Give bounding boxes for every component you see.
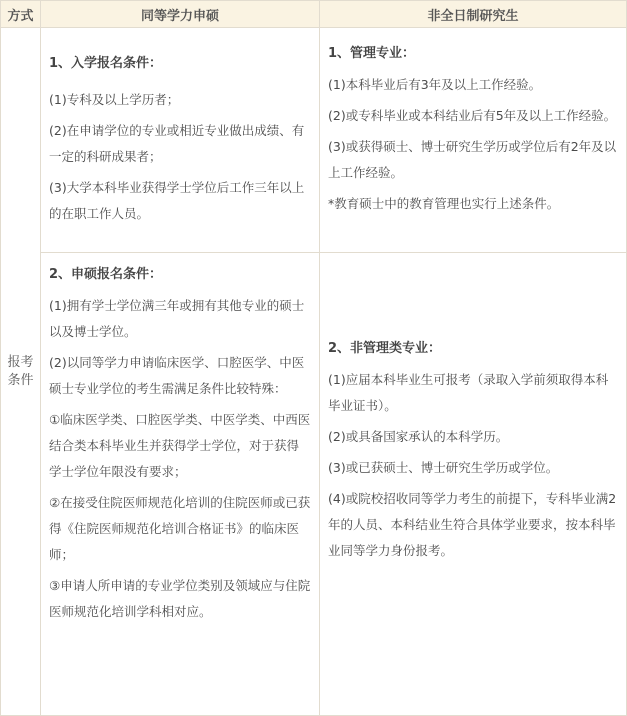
- right-top-item: (1)本科毕业后有3年及以上工作经验。: [328, 77, 542, 92]
- left-bottom-item: (1)拥有学士学位满三年或拥有其他专业的硕士以及博士学位。: [49, 298, 305, 339]
- left-top-cell: [41, 28, 320, 253]
- header-row: [1, 1, 627, 28]
- left-top-item: (1)专科及以上学历者；: [49, 92, 180, 107]
- header-part-time-grad: 非全日制研究生: [320, 1, 627, 28]
- left-bottom-item: (2)以同等学力申请临床医学、口腔医学、中医硕士专业学位的考生需满足条件比较特殊：: [49, 355, 305, 396]
- method-label: 报考 条件: [7, 354, 34, 388]
- left-top-item: (3)大学本科毕业获得学士学位后工作三年以上的在职工作人员。: [49, 180, 305, 221]
- header-equivalent-degree: 同等学力申硕: [41, 1, 320, 28]
- right-top-note: *教育硕士中的教育管理也实行上述条件。: [328, 196, 560, 211]
- right-bottom-item: (2)或具备国家承认的本科学历。: [328, 429, 509, 444]
- left-bottom-item: ③申请人所申请的专业学位类别及领域应与住院医师规范化培训学科相对应。: [49, 578, 311, 619]
- right-bottom-item: (4)或院校招收同等学力考生的前提下，专科毕业满2年的人员、本科结业生符合具体学业要求，按本科毕业同等学力身份报考。: [328, 491, 617, 558]
- right-top-item: (3)或获得硕士、博士研究生学历或学位后有2年及以上工作经验。: [328, 139, 617, 180]
- right-top-title: 1、管理专业：: [328, 46, 416, 61]
- right-bottom-item: (1)应届本科毕业生可报考（录取入学前须取得本科毕业证书）。: [328, 372, 609, 413]
- right-top-cell: [320, 28, 627, 253]
- right-bottom-item: (3)或已获硕士、博士研究生学历或学位。: [328, 460, 559, 475]
- left-bottom-item: ②在接受住院医师规范化培训的住院医师或已获得《住院医师规范化培训合格证书》的临床医师；: [49, 495, 311, 562]
- left-top-title: 1、入学报名条件：: [49, 56, 163, 71]
- left-top-item: (2)在申请学位的专业或相近专业做出成绩、有一定的科研成果者；: [49, 123, 305, 164]
- right-bottom-title: 2、非管理类专业：: [328, 341, 442, 356]
- right-top-item: (2)或专科毕业或本科结业后有5年及以上工作经验。: [328, 108, 617, 123]
- header-method: 方式: [1, 1, 41, 28]
- left-bottom-cell: [41, 253, 320, 716]
- left-bottom-title: 2、申硕报名条件：: [49, 267, 163, 282]
- left-bottom-item: ①临床医学类、口腔医学类、中医学类、中西医结合类本科毕业生并获得学士学位，对于获得学士学位年限没有要求；: [49, 412, 311, 479]
- method-cell: [1, 28, 41, 716]
- right-bottom-cell: [320, 253, 627, 716]
